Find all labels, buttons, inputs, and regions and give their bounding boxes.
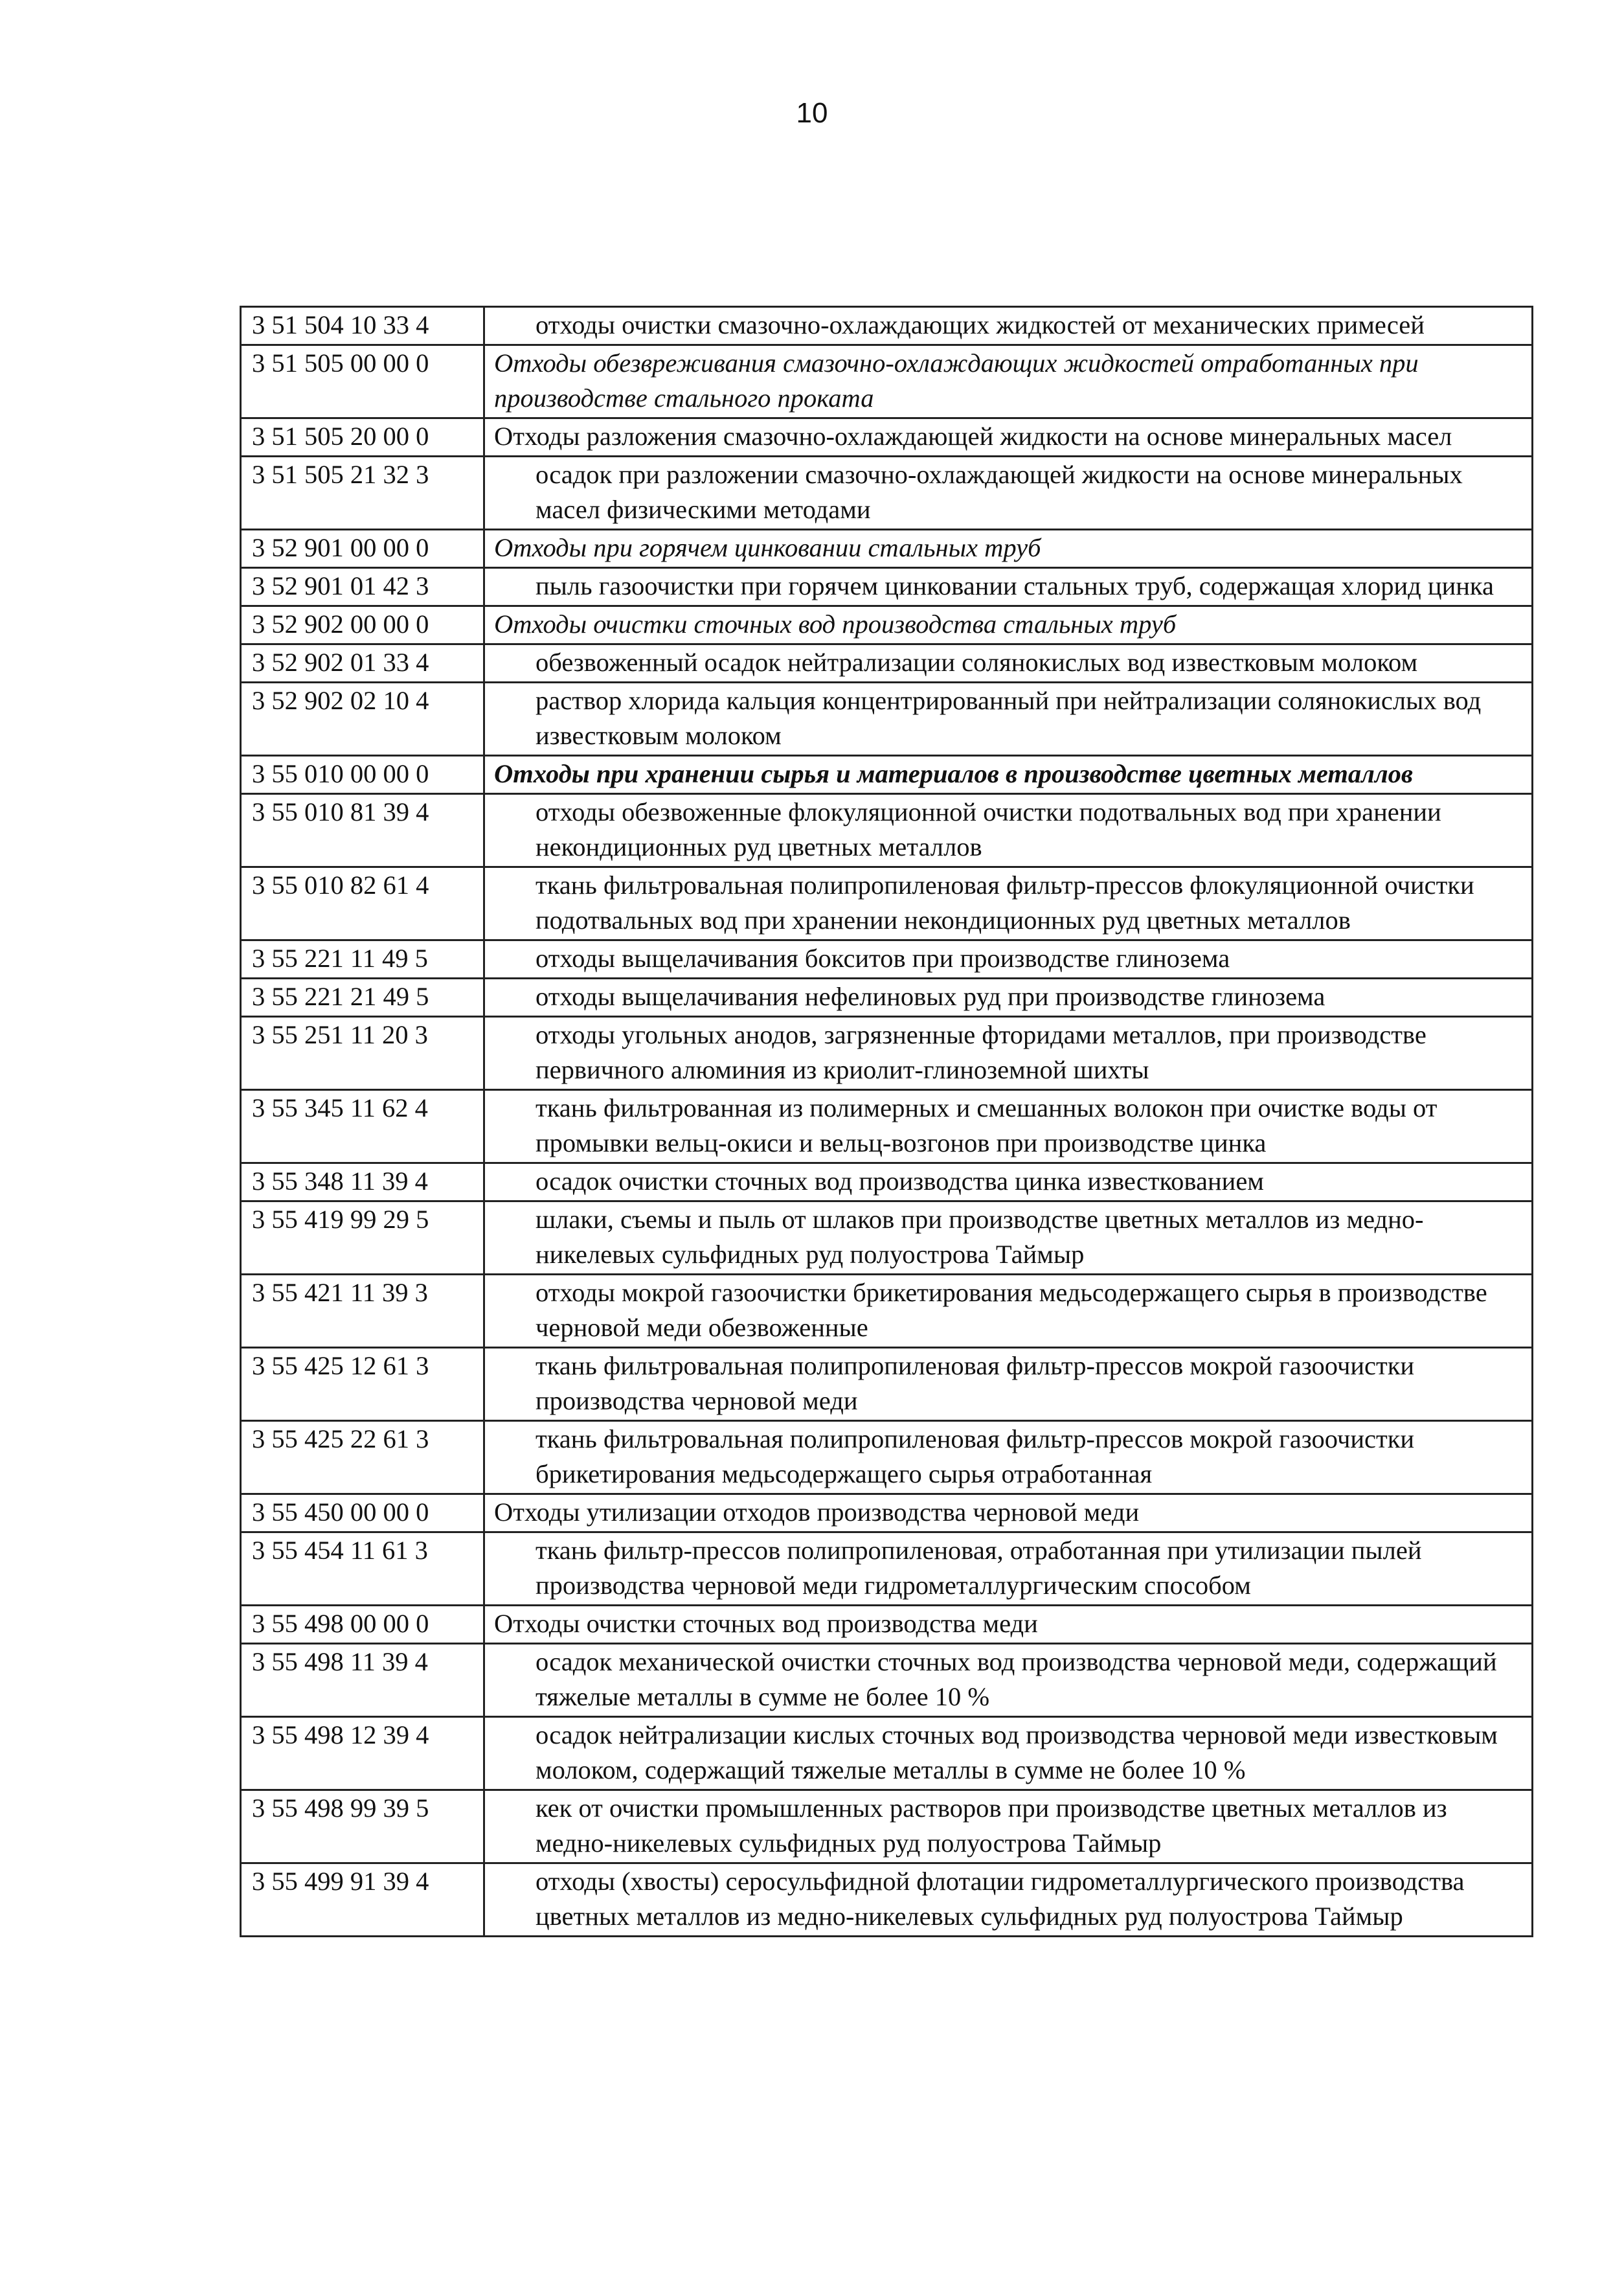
waste-description-cell: ткань фильтрованная из полимерных и смешанных волокон при очистке воды от промывки вельц-окиси и вельц-возгонов при производстве цинка — [484, 1090, 1533, 1163]
waste-code-cell: 3 55 498 11 39 4 — [241, 1644, 484, 1717]
waste-code-cell: 3 52 902 00 00 0 — [241, 606, 484, 644]
table-row — [241, 794, 1533, 867]
waste-description-cell: отходы очистки смазочно-охлаждающих жидкостей от механических примесей — [484, 307, 1533, 345]
table-row — [241, 1201, 1533, 1275]
waste-code-cell: 3 52 901 01 42 3 — [241, 568, 484, 606]
waste-code-cell: 3 55 450 00 00 0 — [241, 1494, 484, 1532]
table-row — [241, 940, 1533, 979]
waste-description-cell: осадок нейтрализации кислых сточных вод производства черновой меди известковым молоком, содержащий тяжелые металлы в сумме не более 10 % — [484, 1717, 1533, 1790]
waste-code-cell: 3 55 454 11 61 3 — [241, 1532, 484, 1606]
waste-description-cell: Отходы очистки сточных вод производства стальных труб — [484, 606, 1533, 644]
table-row — [241, 606, 1533, 644]
waste-code-cell: 3 55 499 91 39 4 — [241, 1863, 484, 1937]
waste-code-cell: 3 51 505 20 00 0 — [241, 418, 484, 457]
waste-code-cell: 3 55 498 12 39 4 — [241, 1717, 484, 1790]
waste-description-cell: отходы угольных анодов, загрязненные фторидами металлов, при производстве первичного алюминия из криолит-глиноземной шихты — [484, 1017, 1533, 1090]
table-row — [241, 1644, 1533, 1717]
table-row — [241, 1275, 1533, 1348]
waste-description-cell: отходы выщелачивания нефелиновых руд при производстве глинозема — [484, 979, 1533, 1017]
table-row — [241, 1163, 1533, 1201]
waste-code-cell: 3 55 010 82 61 4 — [241, 867, 484, 940]
waste-code-cell: 3 51 504 10 33 4 — [241, 307, 484, 345]
table-row — [241, 1090, 1533, 1163]
waste-description-cell: Отходы обезвреживания смазочно-охлаждающих жидкостей отработанных при производстве стального проката — [484, 345, 1533, 418]
table-row — [241, 530, 1533, 568]
waste-description-cell: ткань фильтровальная полипропиленовая фильтр-прессов флокуляционной очистки подотвальных вод при хранении некондиционных руд цветных металлов — [484, 867, 1533, 940]
waste-description-cell: Отходы очистки сточных вод производства меди — [484, 1606, 1533, 1644]
waste-code-cell: 3 52 902 01 33 4 — [241, 644, 484, 683]
waste-description-cell: отходы (хвосты) серосульфидной флотации гидрометаллургического производства цветных металлов из медно-никелевых сульфидных руд полуострова Таймыр — [484, 1863, 1533, 1937]
table-row — [241, 1863, 1533, 1937]
waste-code-cell: 3 55 425 22 61 3 — [241, 1421, 484, 1494]
waste-code-cell: 3 55 498 00 00 0 — [241, 1606, 484, 1644]
waste-description-cell: осадок механической очистки сточных вод производства черновой меди, содержащий тяжелые металлы в сумме не более 10 % — [484, 1644, 1533, 1717]
table-row — [241, 1017, 1533, 1090]
table-row — [241, 1494, 1533, 1532]
waste-code-cell: 3 52 902 02 10 4 — [241, 683, 484, 756]
waste-description-cell: кек от очистки промышленных растворов при производстве цветных металлов из медно-никелевых сульфидных руд полуострова Таймыр — [484, 1790, 1533, 1863]
waste-description-cell: обезвоженный осадок нейтрализации солянокислых вод известковым молоком — [484, 644, 1533, 683]
waste-description-cell: осадок очистки сточных вод производства цинка известкованием — [484, 1163, 1533, 1201]
table-row — [241, 307, 1533, 345]
waste-description-cell: отходы мокрой газоочистки брикетирования медьсодержащего сырья в производстве черновой меди обезвоженные — [484, 1275, 1533, 1348]
table-row — [241, 418, 1533, 457]
waste-code-cell: 3 55 221 11 49 5 — [241, 940, 484, 979]
table-row — [241, 1790, 1533, 1863]
waste-code-cell: 3 55 348 11 39 4 — [241, 1163, 484, 1201]
waste-code-cell: 3 51 505 21 32 3 — [241, 457, 484, 530]
waste-description-cell: ткань фильтр-прессов полипропиленовая, отработанная при утилизации пылей производства черновой меди гидрометаллургическим способом — [484, 1532, 1533, 1606]
waste-code-cell: 3 55 498 99 39 5 — [241, 1790, 484, 1863]
waste-code-cell: 3 55 419 99 29 5 — [241, 1201, 484, 1275]
table-row — [241, 1606, 1533, 1644]
waste-description-cell: Отходы разложения смазочно-охлаждающей жидкости на основе минеральных масел — [484, 418, 1533, 457]
waste-code-cell: 3 52 901 00 00 0 — [241, 530, 484, 568]
waste-classification-table — [240, 306, 1533, 1937]
waste-description-cell: пыль газоочистки при горячем цинковании стальных труб, содержащая хлорид цинка — [484, 568, 1533, 606]
waste-code-cell: 3 55 221 21 49 5 — [241, 979, 484, 1017]
waste-description-cell: отходы выщелачивания бокситов при производстве глинозема — [484, 940, 1533, 979]
waste-description-cell: ткань фильтровальная полипропиленовая фильтр-прессов мокрой газоочистки производства черновой меди — [484, 1348, 1533, 1421]
waste-description-cell: Отходы при хранении сырья и материалов в производстве цветных металлов — [484, 756, 1533, 794]
waste-code-cell: 3 55 010 81 39 4 — [241, 794, 484, 867]
table-row — [241, 979, 1533, 1017]
table-row — [241, 457, 1533, 530]
table-row — [241, 568, 1533, 606]
waste-description-cell: раствор хлорида кальция концентрированный при нейтрализации солянокислых вод известковым молоком — [484, 683, 1533, 756]
table-row — [241, 683, 1533, 756]
table-row — [241, 756, 1533, 794]
waste-code-cell: 3 55 345 11 62 4 — [241, 1090, 484, 1163]
waste-description-cell: Отходы утилизации отходов производства черновой меди — [484, 1494, 1533, 1532]
table-row — [241, 345, 1533, 418]
waste-description-cell: Отходы при горячем цинковании стальных труб — [484, 530, 1533, 568]
table-body — [241, 307, 1533, 1937]
waste-code-cell: 3 55 425 12 61 3 — [241, 1348, 484, 1421]
page-number: 10 — [796, 97, 828, 129]
waste-description-cell: шлаки, съемы и пыль от шлаков при производстве цветных металлов из медно-никелевых сульфидных руд полуострова Таймыр — [484, 1201, 1533, 1275]
table-row — [241, 1348, 1533, 1421]
table-row — [241, 1717, 1533, 1790]
table-row — [241, 644, 1533, 683]
waste-description-cell: осадок при разложении смазочно-охлаждающей жидкости на основе минеральных масел физическими методами — [484, 457, 1533, 530]
waste-code-cell: 3 55 251 11 20 3 — [241, 1017, 484, 1090]
table-row — [241, 1421, 1533, 1494]
waste-description-cell: отходы обезвоженные флокуляционной очистки подотвальных вод при хранении некондиционных руд цветных металлов — [484, 794, 1533, 867]
waste-code-cell: 3 51 505 00 00 0 — [241, 345, 484, 418]
table-row — [241, 1532, 1533, 1606]
waste-code-cell: 3 55 421 11 39 3 — [241, 1275, 484, 1348]
table-row — [241, 867, 1533, 940]
waste-code-cell: 3 55 010 00 00 0 — [241, 756, 484, 794]
waste-description-cell: ткань фильтровальная полипропиленовая фильтр-прессов мокрой газоочистки брикетирования медьсодержащего сырья отработанная — [484, 1421, 1533, 1494]
